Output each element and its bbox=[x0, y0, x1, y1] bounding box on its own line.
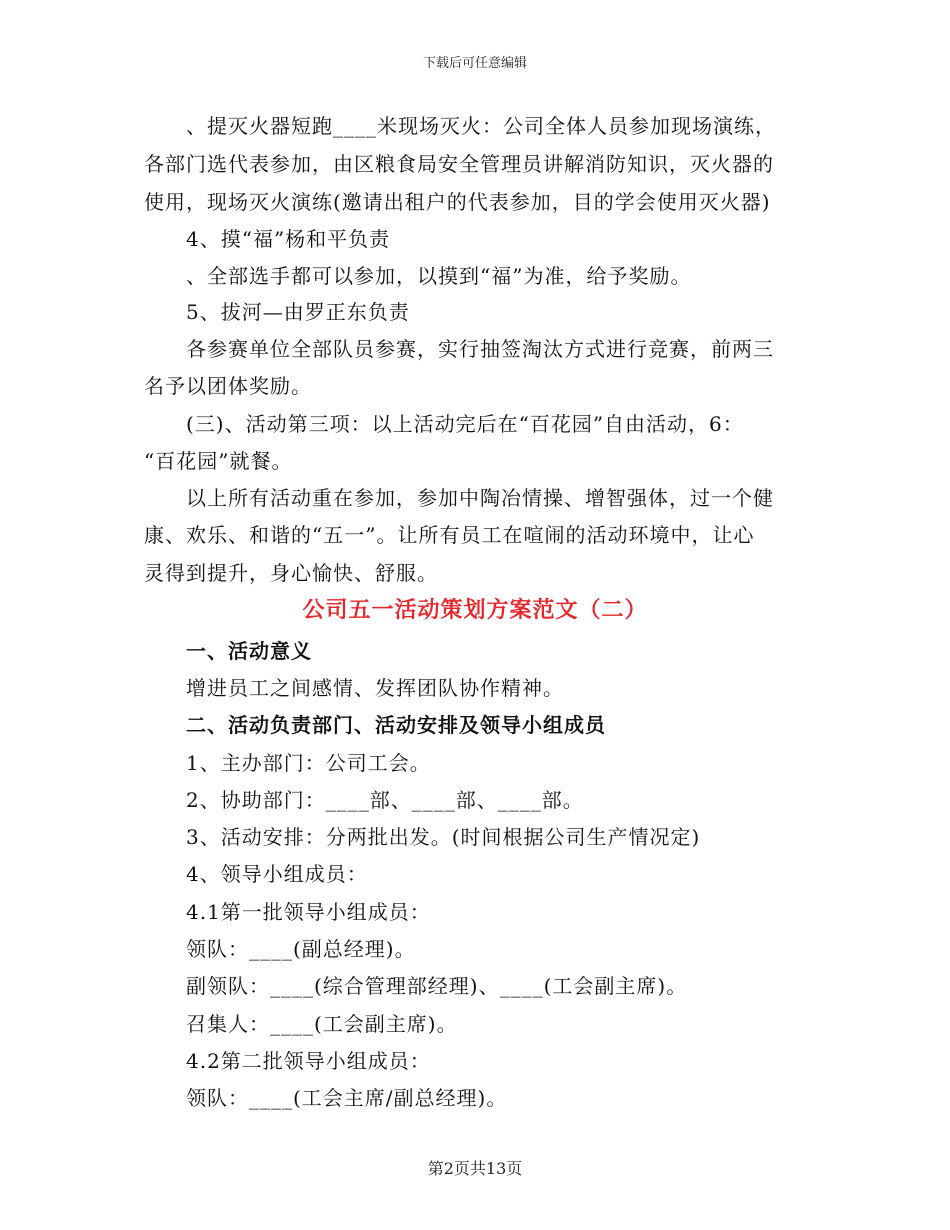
list-item: 4、领导小组成员： bbox=[186, 862, 368, 886]
list-item: 召集人：____(工会副主席)。 bbox=[186, 1012, 458, 1036]
paragraph-line: “百花园”就餐。 bbox=[144, 449, 293, 473]
list-item: 4.1第一批领导小组成员： bbox=[186, 900, 431, 924]
section-heading: 二、活动负责部门、活动安排及领导小组成员 bbox=[186, 713, 606, 737]
paragraph-line: 各部门选代表参加，由区粮食局安全管理员讲解消防知识，灭火器的 bbox=[144, 152, 774, 176]
paragraph-line: 增进员工之间感情、发挥团队协作精神。 bbox=[186, 676, 564, 700]
paragraph-line: (三)、活动第三项：以上活动完后在“百花园”自由活动，6： bbox=[186, 412, 744, 436]
paragraph-line: 名予以团体奖励。 bbox=[144, 374, 312, 398]
list-item-heading: 5、拔河—由罗正东负责 bbox=[186, 300, 410, 324]
list-item: 副领队：____(综合管理部经理)、____(工会副主席)。 bbox=[186, 974, 688, 998]
list-item: 领队：____(工会主席/副总经理)。 bbox=[186, 1086, 508, 1110]
paragraph-line: 灵得到提升，身心愉快、舒服。 bbox=[144, 561, 438, 585]
section-title: 公司五一活动策划方案范文（二） bbox=[302, 597, 648, 623]
list-item: 4.2第二批领导小组成员： bbox=[186, 1049, 431, 1073]
page-footer-number: 第2页共13页 bbox=[427, 1159, 523, 1178]
section-heading: 一、活动意义 bbox=[186, 639, 312, 663]
list-item: 2、协助部门：____部、____部、____部。 bbox=[186, 788, 584, 812]
list-item: 3、活动安排：分两批出发。(时间根据公司生产情况定) bbox=[186, 825, 701, 849]
list-item: 领队：____(副总经理)。 bbox=[186, 937, 416, 961]
page-header-note: 下载后可任意编辑 bbox=[422, 56, 527, 71]
list-item-heading: 4、摸“福”杨和平负责 bbox=[186, 227, 391, 251]
paragraph-line: 以上所有活动重在参加，参加中陶冶情操、增智强体，过一个健 bbox=[186, 486, 774, 510]
paragraph-line: 康、欢乐、和谐的“五一”。让所有员工在喧闹的活动环境中，让心 bbox=[144, 523, 755, 547]
paragraph-line: 各参赛单位全部队员参赛，实行抽签淘汰方式进行竞赛，前两三 bbox=[186, 337, 774, 361]
list-item: 1、主办部门：公司工会。 bbox=[186, 751, 431, 775]
paragraph-line: 、全部选手都可以参加，以摸到“福”为准，给予奖励。 bbox=[186, 264, 692, 288]
paragraph-line: 、提灭火器短跑____米现场灭火：公司全体人员参加现场演练， bbox=[186, 114, 776, 138]
paragraph-line: 使用，现场灭火演练(邀请出租户的代表参加，目的学会使用灭火器) bbox=[144, 190, 771, 214]
